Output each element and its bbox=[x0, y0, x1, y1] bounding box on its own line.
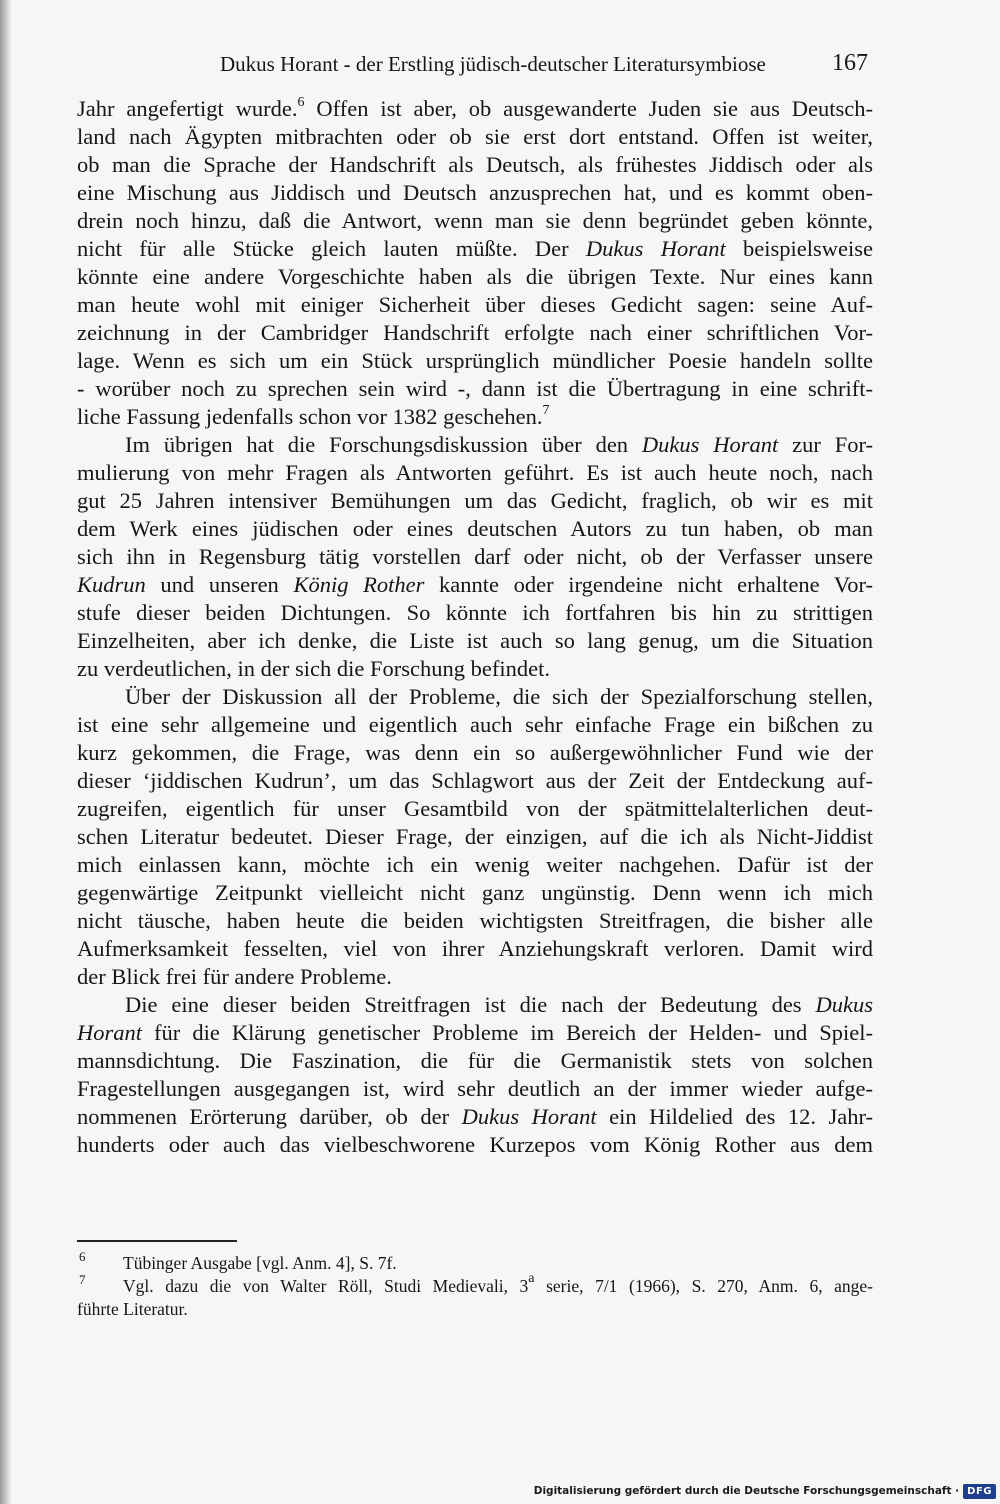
text-line bbox=[77, 235, 873, 263]
footnote-line bbox=[77, 1252, 873, 1275]
text-run: führte Literatur. bbox=[77, 1299, 188, 1319]
footnote-reference: 7 bbox=[542, 403, 550, 418]
text-line bbox=[77, 767, 873, 795]
text-line bbox=[77, 683, 873, 711]
text-run: dieser ‘jiddischen Kudrun’, um das Schlagwort aus der Zeit der Entdeckung auf- bbox=[77, 768, 873, 793]
italic-title: Horant bbox=[77, 1020, 143, 1045]
text-line bbox=[77, 1131, 873, 1159]
running-header: Dukus Horant - der Erstling jüdisch-deutscher Literatursymbiose bbox=[220, 52, 766, 76]
text-line bbox=[77, 95, 873, 123]
text-run: hunderts oder auch das vielbeschworene Kurzepos vom König Rother aus dem bbox=[77, 1132, 873, 1157]
text-run: Jahr angefertigt wurde. bbox=[77, 96, 298, 121]
italic-title: Kudrun bbox=[77, 572, 146, 597]
text-line bbox=[77, 655, 873, 683]
text-run: Einzelheiten, aber ich denke, die Liste ist auch so lang genug, um die Situation bbox=[77, 628, 873, 653]
text-run: Fragestellungen ausgegangen ist, wird sehr deutlich an der immer wieder aufge- bbox=[77, 1076, 873, 1101]
text-run: - worüber noch zu sprechen sein wird -, dann ist die Übertragung in eine schrift- bbox=[77, 376, 873, 401]
digitization-footer bbox=[534, 1482, 996, 1500]
text-line bbox=[77, 431, 873, 459]
footnote-number: 7 bbox=[79, 1272, 86, 1287]
text-line bbox=[77, 1103, 873, 1131]
text-run: nommenen Erörterung darüber, ob der bbox=[77, 1104, 462, 1129]
text-run: zu verdeutlichen, in der sich die Forschung befindet. bbox=[77, 656, 550, 681]
text-line bbox=[77, 571, 873, 599]
footnote bbox=[77, 1271, 874, 1321]
text-run: mannsdichtung. Die Faszination, die für die Germanistik stets von solchen bbox=[77, 1048, 873, 1073]
text-line bbox=[77, 207, 873, 235]
text-run: kannte oder irgendeine nicht erhaltene Vor- bbox=[424, 572, 873, 597]
footnote-reference: 6 bbox=[297, 95, 305, 110]
text-line bbox=[77, 907, 873, 935]
text-run: mulierung von mehr Fragen als Antworten geführt. Es ist auch heute noch, nach bbox=[77, 460, 873, 485]
text-run: Im übrigen hat die Forschungsdiskussion über den bbox=[125, 432, 642, 457]
text-line bbox=[77, 515, 873, 543]
text-line bbox=[77, 123, 873, 151]
text-run: für die Klärung genetischer Probleme im Bereich der Helden- und Spiel- bbox=[142, 1020, 873, 1045]
text-run: eine Mischung aus Jiddisch und Deutsch anzusprechen hat, und es kommt oben- bbox=[77, 180, 873, 205]
text-line bbox=[77, 879, 873, 907]
footnote-reference: a bbox=[528, 1271, 535, 1286]
text-run: drein noch hinzu, daß die Antwort, wenn man sie denn begründet geben könnte, bbox=[77, 208, 873, 233]
text-run: sich ihn in Regensburg tätig vorstellen darf oder nicht, ob der Verfasser unsere bbox=[77, 544, 873, 569]
text-run: zugreifen, eigentlich für unser Gesamtbild von der spätmittelalterlichen deut- bbox=[77, 796, 873, 821]
italic-title: Dukus Horant bbox=[461, 1104, 597, 1129]
text-line bbox=[77, 263, 873, 291]
italic-title: Dukus bbox=[815, 992, 873, 1017]
text-run: zeichnung in der Cambridger Handschrift erfolgte nach einer schriftlichen Vor- bbox=[77, 320, 873, 345]
text-line bbox=[77, 487, 873, 515]
text-run: beispielsweise bbox=[725, 236, 874, 261]
italic-title: König Rother bbox=[293, 572, 425, 597]
text-run: liche Fassung jedenfalls schon vor 1382 geschehen. bbox=[77, 404, 543, 429]
text-run: nicht für alle Stücke gleich lauten müßte. Der bbox=[77, 236, 586, 261]
text-line bbox=[77, 319, 873, 347]
text-run: schen Literatur bedeutet. Dieser Frage, der einzigen, auf die ich als Nicht-Jiddist bbox=[77, 824, 873, 849]
text-run: lage. Wenn es sich um ein Stück ursprünglich mündlicher Poesie handeln sollte bbox=[77, 348, 873, 373]
text-line bbox=[77, 627, 873, 655]
footnote bbox=[77, 1249, 873, 1275]
text-line bbox=[77, 795, 873, 823]
text-run: gegenwärtige Zeitpunkt vielleicht nicht ganz ungünstig. Denn wenn ich mich bbox=[77, 880, 873, 905]
text-run: zur For- bbox=[778, 432, 873, 457]
text-run: mich einlassen kann, möchte ich ein wenig weiter nachgehen. Dafür ist der bbox=[77, 852, 873, 877]
text-line bbox=[77, 291, 873, 319]
text-run: ist eine sehr allgemeine und eigentlich auch sehr einfache Frage ein bißchen zu bbox=[77, 712, 873, 737]
italic-title: Dukus Horant bbox=[585, 236, 726, 261]
text-run: Offen ist aber, ob ausgewanderte Juden sie aus Deutsch- bbox=[304, 96, 873, 121]
text-run: könnte eine andere Vorgeschichte haben als die übrigen Texte. Nur eines kann bbox=[77, 264, 873, 289]
text-run: Über der Diskussion all der Probleme, die sich der Spezialforschung stellen, bbox=[125, 684, 873, 709]
text-run: stufe dieser beiden Dichtungen. So könnte ich fortfahren bis hin zu strittigen bbox=[77, 600, 873, 625]
text-line bbox=[77, 347, 873, 375]
text-line bbox=[77, 851, 873, 879]
text-line bbox=[77, 179, 873, 207]
text-run: gut 25 Jahren intensiver Bemühungen um das Gedicht, fraglich, ob wir es mit bbox=[77, 488, 873, 513]
text-line bbox=[77, 1047, 873, 1075]
text-run: nicht täusche, haben heute die beiden wichtigsten Streitfragen, die bisher alle bbox=[77, 908, 873, 933]
text-run: land nach Ägypten mitbrachten oder ob sie erst dort entstand. Offen ist weiter, bbox=[77, 124, 873, 149]
text-line bbox=[77, 823, 873, 851]
text-line bbox=[77, 543, 873, 571]
text-run: kurz gekommen, die Frage, was denn ein so außergewöhnlicher Fund wie der bbox=[77, 740, 873, 765]
text-line bbox=[77, 375, 873, 403]
page-number: 167 bbox=[832, 50, 868, 76]
text-line bbox=[77, 739, 873, 767]
funding-note: Digitalisierung gefördert durch die Deutsche Forschungsgemeinschaft · bbox=[533, 1485, 960, 1497]
text-run: dem Werk eines jüdischen oder eines deutschen Autors zu tun haben, ob man bbox=[77, 516, 873, 541]
body-text bbox=[77, 95, 873, 1159]
text-run: ein Hildelied des 12. Jahr- bbox=[596, 1104, 873, 1129]
footnote-line bbox=[77, 1298, 873, 1321]
text-line bbox=[77, 963, 873, 991]
text-line bbox=[77, 599, 873, 627]
dfg-logo: DFG bbox=[963, 1484, 996, 1499]
footnote-number: 6 bbox=[79, 1249, 86, 1264]
text-run: Aufmerksamkeit fesselten, viel von ihrer Anziehungskraft verloren. Damit wird bbox=[77, 936, 873, 961]
text-run: Tübinger Ausgabe [vgl. Anm. 4], S. 7f. bbox=[123, 1253, 397, 1273]
text-line bbox=[77, 711, 873, 739]
text-line bbox=[77, 991, 873, 1019]
text-run: serie, 7/1 (1966), S. 270, Anm. 6, ange- bbox=[534, 1276, 874, 1296]
text-run: und unseren bbox=[145, 572, 294, 597]
text-run: man heute wohl mit einiger Sicherheit über dieses Gedicht sagen: seine Auf- bbox=[77, 292, 873, 317]
text-line bbox=[77, 403, 873, 431]
text-run: Die eine dieser beiden Streitfragen ist die nach der Bedeutung des bbox=[125, 992, 816, 1017]
text-line bbox=[77, 459, 873, 487]
text-run: Vgl. dazu die von Walter Röll, Studi Medievali, 3 bbox=[123, 1276, 529, 1296]
text-line bbox=[77, 151, 873, 179]
footnote-separator bbox=[77, 1240, 237, 1242]
italic-title: Dukus Horant bbox=[641, 432, 779, 457]
footnotes bbox=[77, 1249, 874, 1321]
text-line bbox=[77, 935, 873, 963]
text-line bbox=[77, 1019, 873, 1047]
text-run: ob man die Sprache der Handschrift als Deutsch, als frühestes Jiddisch oder als bbox=[77, 152, 873, 177]
footnote-line bbox=[77, 1271, 874, 1298]
text-run: der Blick frei für andere Probleme. bbox=[77, 964, 392, 989]
text-line bbox=[77, 1075, 873, 1103]
